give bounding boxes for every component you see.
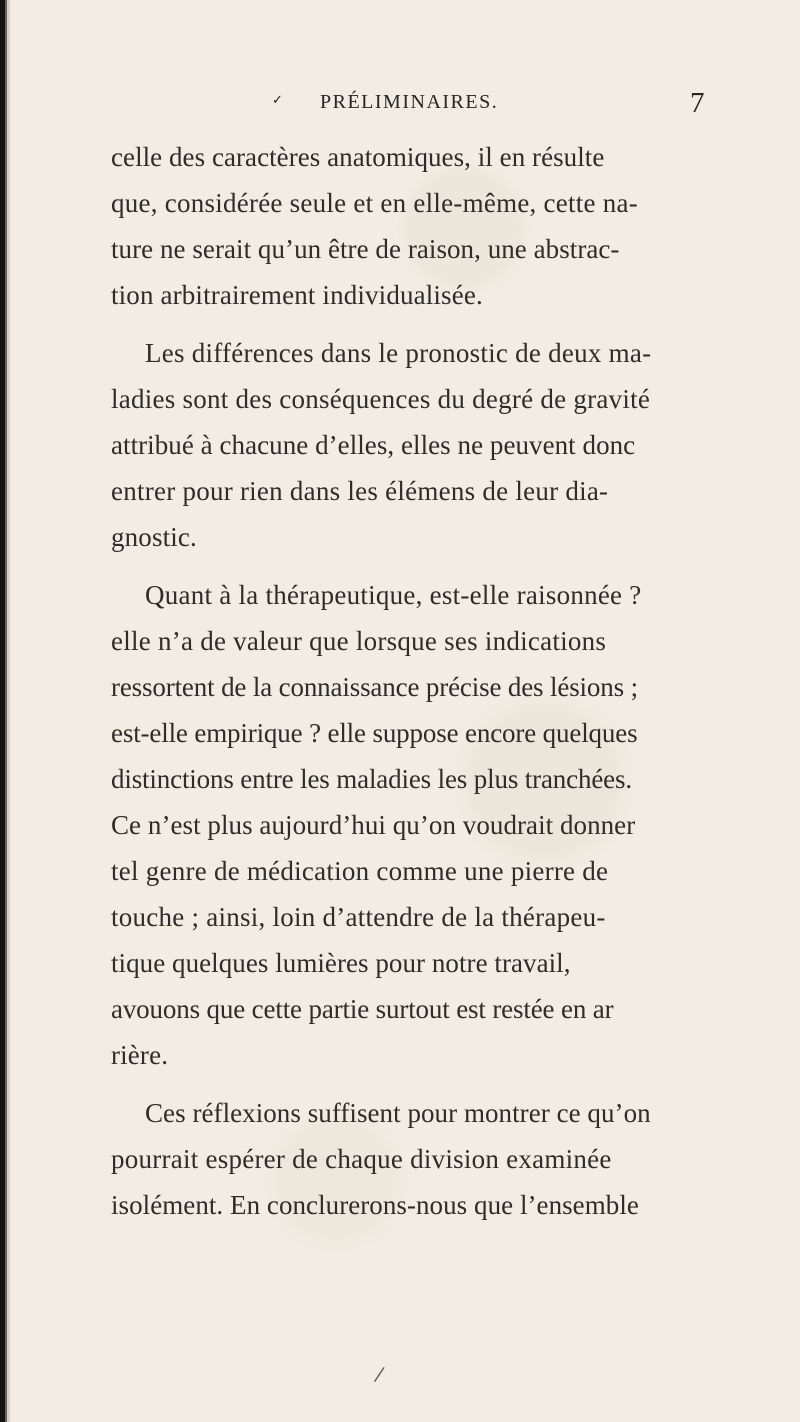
text-line: tion arbitrairement individualisée. <box>111 280 483 310</box>
text-line: gnostic. <box>111 522 197 552</box>
book-binding-edge <box>0 0 10 1422</box>
text-line: celle des caractères anatomiques, il en résulte <box>111 142 605 172</box>
text-line: tique quelques lumières pour notre travail, <box>111 948 571 978</box>
paragraph-spacer <box>111 561 731 573</box>
text-line: Quant à la thérapeutique, est-elle raisonnée ? <box>145 580 642 610</box>
page-text <box>111 135 731 1229</box>
paragraph-3 <box>111 573 731 1079</box>
text-line: pourrait espérer de chaque division examinée <box>111 1144 612 1174</box>
text-line: ture ne serait qu’un être de raison, une abstrac- <box>111 234 620 264</box>
text-line: ladies sont des conséquences du degré de gravité <box>111 384 651 414</box>
text-line: elle n’a de valeur que lorsque ses indications <box>111 626 607 656</box>
text-line: isolément. En conclurerons-nous que l’ensemble <box>111 1190 639 1220</box>
text-line: Ces réflexions suffisent pour montrer ce qu’on <box>145 1098 651 1128</box>
text-line: est-elle empirique ? elle suppose encore quelques <box>111 718 638 748</box>
text-line: rière. <box>111 1040 169 1070</box>
text-line: distinctions entre les maladies les plus tranchées. <box>111 764 632 794</box>
text-line: ressortent de la connaissance précise des lésions ; <box>111 672 638 702</box>
paragraph-spacer <box>111 1079 731 1091</box>
paragraph-spacer <box>111 319 731 331</box>
running-title: PRÉLIMINAIRES. <box>320 91 499 113</box>
paragraph-2 <box>111 331 731 561</box>
paragraph-1 <box>111 135 731 319</box>
text-line: touche ; ainsi, loin d’attendre de la thérapeu- <box>111 902 606 932</box>
text-line: attribué à chacune d’elles, elles ne peuvent donc <box>111 430 636 460</box>
text-line: Les différences dans le pronostic de deux ma- <box>145 338 652 368</box>
page-header <box>0 88 800 118</box>
page-number: 7 <box>690 87 705 119</box>
text-line: Ce n’est plus aujourd’hui qu’on voudrait donner <box>111 810 636 840</box>
text-line: avouons que cette partie surtout est restée en ar <box>111 994 614 1024</box>
stray-mark: / <box>372 1361 386 1387</box>
text-line: entrer pour rien dans les élémens de leur dia- <box>111 476 609 506</box>
header-mark: ✓ <box>272 93 283 108</box>
paragraph-4 <box>111 1091 731 1229</box>
text-line: que, considérée seule et en elle-même, cette na- <box>111 188 638 218</box>
text-line: tel genre de médication comme une pierre de <box>111 856 609 886</box>
